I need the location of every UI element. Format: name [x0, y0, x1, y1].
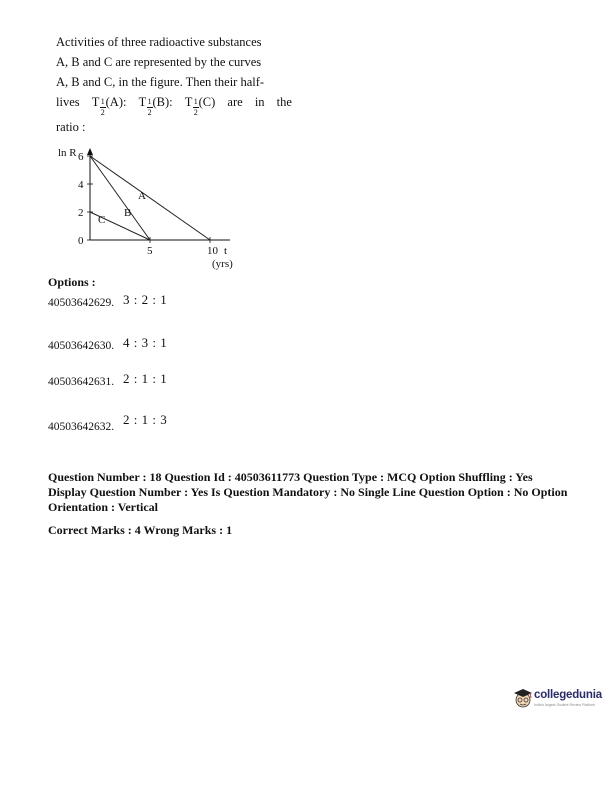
y-tick-label-2: 2 — [78, 207, 84, 219]
meta-line-3: Orientation : Vertical — [48, 500, 158, 514]
y-tick-label-0: 0 — [78, 235, 84, 247]
option-3-id: 40503642631. — [48, 376, 115, 388]
in-word: in — [254, 95, 265, 109]
x-tick-label-10: 10 — [207, 245, 218, 257]
x-axis-label: t — [224, 245, 228, 257]
half-life-b: T 1 2 (B): — [138, 95, 173, 117]
question-metadata — [48, 470, 588, 538]
lives-word: lives — [56, 95, 80, 109]
curve-label-b: B — [124, 207, 132, 219]
are-word: are — [227, 95, 243, 109]
series-line-a — [90, 156, 210, 240]
half-life-c: T 1 2 (C) — [184, 95, 216, 117]
y-ticks — [78, 151, 93, 247]
question-line-4 — [56, 92, 292, 117]
curve-label-c: C — [98, 214, 106, 226]
the-word: the — [276, 95, 292, 109]
y-tick-label-4: 4 — [78, 179, 84, 191]
y-axis — [87, 148, 93, 240]
logo-brand: collegedunia — [534, 689, 602, 701]
options-heading: Options : — [48, 275, 96, 289]
option-4-id: 40503642632. — [48, 421, 115, 433]
curve-label-a: A — [138, 190, 146, 202]
activity-graph — [52, 142, 252, 270]
option-1-value: 3 : 2 : 1 — [123, 292, 168, 307]
y-axis-label: ln R — [58, 147, 77, 159]
option-3-value: 2 : 1 : 1 — [123, 371, 168, 386]
meta-line-1: Question Number : 18 Question Id : 40503611773 Question Type : MCQ Option Shuffling : Yes — [48, 470, 533, 484]
half-life-a: T 1 2 (A): — [91, 95, 127, 117]
option-4-value: 2 : 1 : 3 — [123, 412, 168, 427]
ratio-word: ratio : — [56, 120, 86, 134]
collegedunia-logo — [512, 685, 604, 715]
series-lines — [90, 156, 210, 240]
option-2[interactable] — [48, 335, 168, 353]
marks-line: Correct Marks : 4 Wrong Marks : 1 — [48, 523, 233, 537]
meta-line-2: Display Question Number : Yes Is Question Mandatory : No Single Line Question Option : No Option — [48, 485, 568, 499]
question-line-3: A, B and C, in the figure. Then their half- — [56, 75, 265, 89]
question-line-2: A, B and C are represented by the curves — [56, 55, 262, 69]
y-tick-label-6: 6 — [78, 151, 84, 163]
x-tick-label-5: 5 — [147, 245, 153, 257]
x-axis-unit: (yrs) — [212, 258, 233, 270]
question-line-1: Activities of three radioactive substances — [56, 35, 262, 49]
logo-tagline: India's largest Student Review Platform — [534, 703, 595, 707]
option-2-value: 4 : 3 : 1 — [123, 335, 168, 350]
mascot-icon — [512, 687, 534, 711]
option-2-id: 40503642630. — [48, 340, 115, 352]
option-1-id: 40503642629. — [48, 297, 115, 309]
question-text — [56, 32, 292, 117]
option-1[interactable] — [48, 292, 168, 310]
option-3[interactable] — [48, 371, 168, 389]
option-4[interactable] — [48, 412, 168, 434]
